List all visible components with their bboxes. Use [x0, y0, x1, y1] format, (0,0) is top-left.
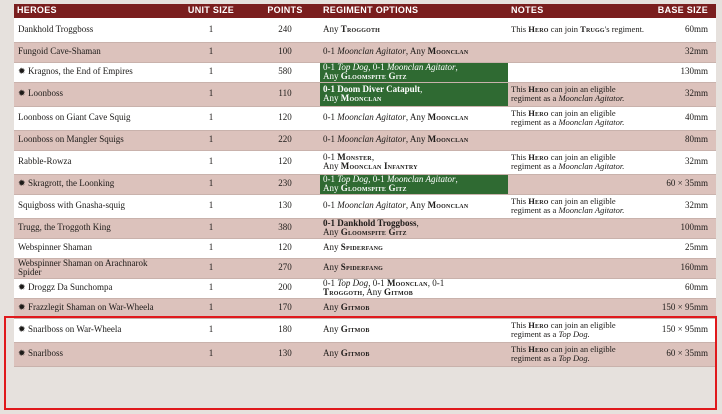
unit-size-cell: 1 [172, 174, 250, 194]
notes-cell [508, 42, 648, 62]
header-points: POINTS [250, 4, 320, 18]
text-run: 0-1 [323, 151, 338, 162]
points-cell: 220 [250, 130, 320, 150]
hero-name-cell [14, 18, 172, 42]
keyword: Gitmob [384, 287, 413, 297]
base-size-cell: 32mm [648, 42, 716, 62]
regiment-options-cell [320, 194, 508, 218]
hero-name-cell [14, 278, 172, 298]
text-run: 0-1 [323, 46, 338, 57]
points-cell: 180 [250, 318, 320, 342]
hero-name-cell [14, 194, 172, 218]
hero-name-cell [14, 218, 172, 238]
notes-cell [508, 150, 648, 174]
unit-size-cell: 1 [172, 342, 250, 366]
notes-cell [508, 194, 648, 218]
notes-cell [508, 130, 648, 150]
table-row [14, 218, 716, 238]
text-run: This [511, 84, 529, 95]
table-row [14, 298, 716, 318]
keyword: Gloomspite Gitz [340, 227, 407, 237]
regiment-options-cell [320, 318, 508, 342]
base-size-cell: 32mm [648, 82, 716, 106]
base-size-cell: 60 × 35mm [648, 342, 716, 366]
hero-name: Skragrott, the Loonking [28, 178, 115, 189]
unit-size-cell: 1 [172, 238, 250, 258]
points-cell: 580 [250, 62, 320, 82]
text-run: Any [323, 161, 341, 171]
table-row [14, 318, 716, 342]
header-row [14, 4, 716, 18]
base-size-cell: 160mm [648, 258, 716, 278]
italic-term: Moonclan Agitator. [558, 93, 625, 103]
hero-name-cell [14, 42, 172, 62]
text-run: can join an eligible regiment as a [511, 108, 616, 127]
bold-term: 0-1 Doom Diver Catapult [323, 83, 421, 94]
text-run: This [511, 108, 529, 119]
keyword: Hero [528, 24, 549, 35]
base-size-cell: 25mm [648, 238, 716, 258]
italic-term: Moonclan Agitator. [558, 161, 625, 171]
points-cell: 170 [250, 298, 320, 318]
unit-size-cell: 1 [172, 18, 250, 42]
keyword: Moonclan [427, 200, 469, 211]
keyword: Hero [528, 152, 549, 163]
text-run: 0-1 [323, 62, 338, 72]
regiment-options-cell [320, 62, 508, 82]
hero-name: Trugg, the Troggoth King [18, 222, 111, 233]
hero-name-cell [14, 82, 172, 106]
table-row [14, 130, 716, 150]
points-cell: 100 [250, 42, 320, 62]
hero-name-cell [14, 342, 172, 366]
text-run: This [511, 320, 529, 331]
text-run: 0-1 [323, 112, 338, 123]
regiment-options-cell [320, 342, 508, 366]
text-run: , Any [405, 200, 428, 211]
table-row [14, 258, 716, 278]
notes-cell [508, 342, 648, 366]
text-run: Any [323, 227, 341, 237]
unit-size-cell: 1 [172, 318, 250, 342]
base-size-cell: 40mm [648, 106, 716, 130]
regiment-options-cell [320, 42, 508, 62]
text-run: , Any [405, 112, 428, 123]
italic-term: Top Dog [337, 174, 369, 184]
text-run: Any [323, 93, 341, 103]
text-run: , [455, 62, 458, 72]
text-run: , [455, 174, 458, 184]
hero-name: Rabble-Rowza [18, 156, 72, 167]
keyword: Hero [528, 344, 549, 355]
notes-cell [508, 82, 648, 106]
points-cell: 130 [250, 194, 320, 218]
regiment-options-cell [320, 258, 508, 278]
text-run: Any [323, 242, 341, 253]
unique-star-icon: ✹ [18, 324, 26, 335]
unit-size-cell: 1 [172, 82, 250, 106]
text-run: can join an eligible regiment as a [511, 344, 616, 363]
hero-name: Snarlboss [28, 348, 64, 359]
base-size-cell: 32mm [648, 194, 716, 218]
italic-term: Top Dog. [558, 329, 590, 339]
header-base-size: BASE SIZE [648, 4, 716, 18]
regiment-options-cell [320, 238, 508, 258]
notes-cell [508, 62, 648, 82]
points-cell: 380 [250, 218, 320, 238]
hero-name: Snarlboss on War-Wheela [28, 324, 122, 335]
keyword: Hero [528, 320, 549, 331]
points-cell: 200 [250, 278, 320, 298]
notes-cell [508, 278, 648, 298]
hero-name-cell [14, 130, 172, 150]
unit-size-cell: 1 [172, 278, 250, 298]
text-run: can join an eligible regiment as a [511, 196, 616, 215]
header-unit-size: UNIT SIZE [172, 4, 250, 18]
unit-size-cell: 1 [172, 194, 250, 218]
hero-name: Webspinner Shaman on Arachnarok Spider [18, 258, 148, 277]
text-run: 0-1 [323, 174, 338, 184]
points-cell: 120 [250, 238, 320, 258]
points-cell: 110 [250, 82, 320, 106]
unit-size-cell: 1 [172, 130, 250, 150]
notes-cell [508, 174, 648, 194]
keyword: Hero [528, 84, 549, 95]
unit-size-cell: 1 [172, 42, 250, 62]
text-run: , 0-1 [427, 278, 445, 288]
italic-term: Moonclan Agitator [337, 112, 406, 123]
keyword: Gitmob [340, 324, 370, 335]
unit-size-cell: 1 [172, 62, 250, 82]
regiment-options-cell [320, 82, 508, 106]
text-run: 's regiment. [604, 24, 645, 35]
text-run: can join an eligible regiment as a [511, 84, 616, 103]
text-run: Any [323, 24, 341, 35]
keyword: Spiderfang [340, 262, 383, 273]
table-row [14, 342, 716, 366]
regiment-options-cell [320, 298, 508, 318]
regiment-options-cell [320, 130, 508, 150]
regiment-options-cell [320, 218, 508, 238]
unit-size-cell: 1 [172, 258, 250, 278]
hero-name: Kragnos, the End of Empires [28, 66, 133, 77]
unique-star-icon: ✹ [18, 302, 26, 313]
text-run: can join an eligible regiment as a [511, 320, 616, 339]
base-size-cell: 100mm [648, 218, 716, 238]
text-run: , 0-1 [368, 62, 387, 72]
hero-name: Loonboss on Giant Cave Squig [18, 112, 131, 123]
notes-cell [508, 238, 648, 258]
text-run: , [416, 218, 419, 228]
hero-name: Loonboss [28, 88, 64, 99]
table-row [14, 194, 716, 218]
base-size-cell: 130mm [648, 62, 716, 82]
regiment-options-cell [320, 18, 508, 42]
keyword: Gitmob [340, 302, 370, 313]
hero-name-cell [14, 150, 172, 174]
keyword: Gloomspite Gitz [340, 71, 407, 81]
unit-size-cell: 1 [172, 150, 250, 174]
notes-cell [508, 18, 648, 42]
text-run: Any [323, 262, 341, 273]
header-notes: NOTES [508, 4, 648, 18]
table-row [14, 42, 716, 62]
hero-name-cell [14, 174, 172, 194]
table-row [14, 150, 716, 174]
hero-name: Fungoid Cave-Shaman [18, 46, 101, 57]
points-cell: 230 [250, 174, 320, 194]
keyword: Moonclan [427, 112, 469, 123]
text-run: , [420, 83, 423, 94]
points-cell: 130 [250, 342, 320, 366]
text-run: can join an eligible regiment as a [511, 152, 616, 171]
keyword: Spiderfang [340, 242, 383, 253]
text-run: Any [323, 302, 341, 313]
text-run: , Any [362, 287, 385, 297]
italic-term: Moonclan Agitator [386, 62, 456, 72]
italic-term: Moonclan Agitator [337, 134, 406, 145]
unit-size-cell: 1 [172, 298, 250, 318]
keyword: Hero [528, 108, 549, 119]
italic-term: Moonclan Agitator [337, 46, 406, 57]
base-size-cell: 150 × 95mm [648, 298, 716, 318]
notes-cell [508, 298, 648, 318]
regiment-options-cell [320, 278, 508, 298]
bold-term: 0-1 Dankhold Troggboss [323, 218, 417, 228]
unit-size-cell: 1 [172, 106, 250, 130]
hero-name: Droggz Da Sunchompa [28, 282, 113, 293]
text-run: 0-1 [323, 278, 338, 288]
hero-name: Webspinner Shaman [18, 242, 93, 253]
text-run: This [511, 196, 529, 207]
text-run: This [511, 344, 529, 355]
base-size-cell: 150 × 95mm [648, 318, 716, 342]
table-row [14, 238, 716, 258]
points-cell: 120 [250, 106, 320, 130]
keyword: Moonclan [427, 134, 469, 145]
keyword: Gitmob [340, 348, 370, 359]
unique-star-icon: ✹ [18, 348, 26, 359]
hero-name-cell [14, 106, 172, 130]
text-run: , 0-1 [368, 174, 387, 184]
unique-star-icon: ✹ [18, 282, 26, 293]
text-run: 0-1 [323, 134, 338, 145]
points-cell: 240 [250, 18, 320, 42]
regiment-options-cell [320, 150, 508, 174]
keyword: Moonclan Infantry [340, 161, 418, 171]
unit-size-cell: 1 [172, 218, 250, 238]
text-run: , 0-1 [368, 278, 387, 288]
text-run: Any [323, 348, 341, 359]
italic-term: Moonclan Agitator [337, 200, 406, 211]
hero-name-cell [14, 238, 172, 258]
points-cell: 120 [250, 150, 320, 174]
base-size-cell: 60 × 35mm [648, 174, 716, 194]
unique-star-icon: ✹ [18, 178, 26, 189]
keyword: Moonclan [340, 93, 382, 103]
base-size-cell: 80mm [648, 130, 716, 150]
text-run: Any [323, 183, 341, 193]
table-row [14, 18, 716, 42]
keyword: Troggoth [340, 24, 381, 35]
points-cell: 270 [250, 258, 320, 278]
italic-term: Moonclan Agitator [386, 174, 456, 184]
table-row [14, 82, 716, 106]
italic-term: Top Dog. [558, 353, 590, 363]
hero-name-cell [14, 318, 172, 342]
italic-term: Top Dog [337, 278, 369, 288]
notes-cell [508, 106, 648, 130]
text-run: This [511, 24, 529, 35]
keyword: Monster [337, 151, 372, 162]
text-run: , Any [405, 46, 428, 57]
italic-term: Top Dog [337, 62, 369, 72]
text-run: Any [323, 71, 341, 81]
hero-name-cell [14, 62, 172, 82]
keyword: Hero [528, 196, 549, 207]
header-heroes: HEROES [14, 4, 172, 18]
table-body [14, 18, 716, 366]
keyword: Gloomspite Gitz [340, 183, 407, 193]
hero-name: Frazzlegit Shaman on War-Wheela [28, 302, 154, 313]
base-size-cell: 32mm [648, 150, 716, 174]
notes-cell [508, 318, 648, 342]
notes-cell [508, 218, 648, 238]
table-row [14, 106, 716, 130]
hero-name: Loonboss on Mangler Squigs [18, 134, 124, 145]
keyword: Troggoth [323, 287, 363, 297]
table-row [14, 174, 716, 194]
keyword: Moonclan [386, 278, 428, 288]
regiment-options-cell [320, 106, 508, 130]
table-header [14, 4, 716, 18]
table-row [14, 62, 716, 82]
unique-star-icon: ✹ [18, 88, 26, 99]
text-run: , Any [405, 134, 428, 145]
keyword: Moonclan [427, 46, 469, 57]
hero-name-cell [14, 298, 172, 318]
text-run: Any [323, 324, 341, 335]
text-run: 0-1 [323, 200, 338, 211]
base-size-cell: 60mm [648, 18, 716, 42]
base-size-cell: 60mm [648, 278, 716, 298]
italic-term: Moonclan Agitator. [558, 205, 625, 215]
hero-name: Squigboss with Gnasha-squig [18, 200, 126, 211]
unique-star-icon: ✹ [18, 66, 26, 77]
keyword: Trugg [580, 24, 605, 35]
text-run: This [511, 152, 529, 163]
regiment-options-cell [320, 174, 508, 194]
text-run: , [371, 151, 375, 162]
heroes-table [14, 4, 716, 367]
text-run: can join [548, 24, 581, 35]
hero-name-cell [14, 258, 172, 278]
header-regiment-options: REGIMENT OPTIONS [320, 4, 508, 18]
italic-term: Moonclan Agitator. [558, 117, 625, 127]
hero-name: Dankhold Troggboss [18, 24, 94, 35]
notes-cell [508, 258, 648, 278]
table-row [14, 278, 716, 298]
